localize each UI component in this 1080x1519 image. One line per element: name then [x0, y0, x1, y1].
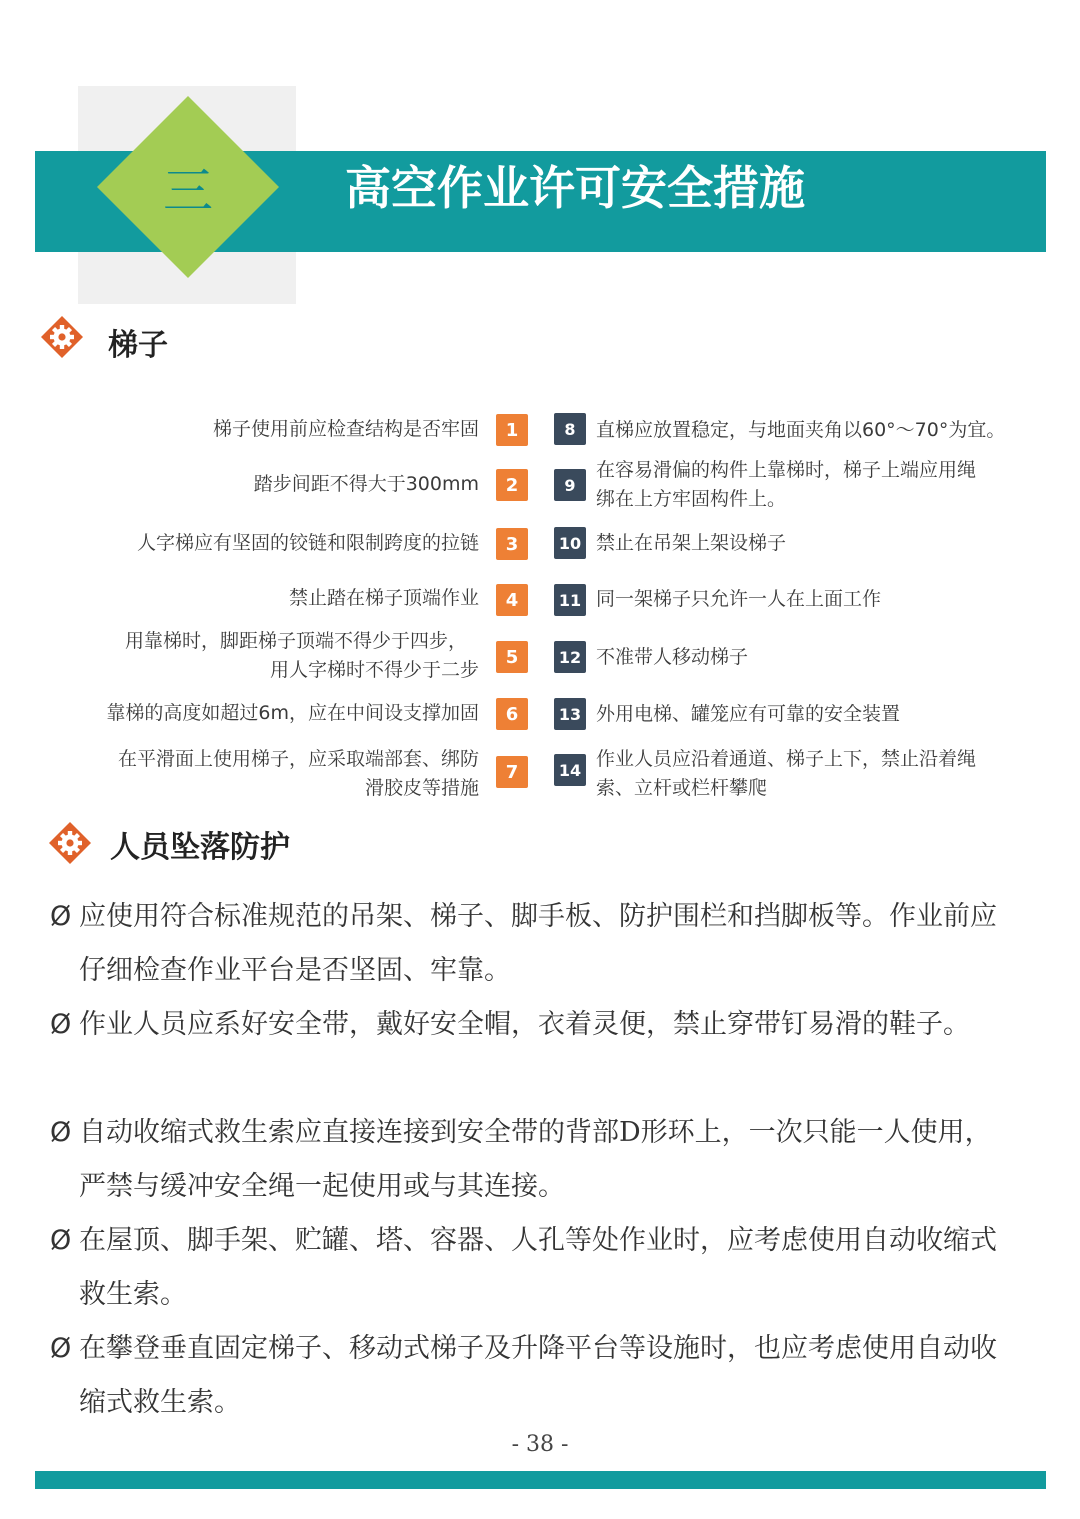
- ladder-item-11-text: 同一架梯子只允许一人在上面工作: [596, 588, 882, 610]
- ladder-item-11-badge: 11: [554, 584, 586, 616]
- footer-bar: [35, 1471, 1046, 1489]
- section-title-fall-protection: 人员坠落防护: [110, 830, 290, 865]
- ladder-item-2-text: 踏步间距不得大于300mm: [253, 473, 479, 495]
- ladder-item-10-badge: 10: [554, 527, 586, 559]
- chapter-number: 三: [163, 162, 213, 220]
- fall-paragraph-2: Ø 作业人员应系好安全带，戴好安全帽，衣着灵便，禁止穿带钉易滑的鞋子。: [50, 998, 1015, 1052]
- fall-paragraph-3: Ø 自动收缩式救生索应直接连接到安全带的背部D形环上，一次只能一人使用，严禁与缓冲安全绳一起使用或与其连接。: [50, 1106, 1015, 1214]
- ladder-item-2-badge: 2: [496, 469, 528, 501]
- ladder-item-14-badge: 14: [554, 754, 586, 786]
- ladder-item-13-badge: 13: [554, 698, 586, 730]
- ladder-item-8-badge: 8: [554, 413, 586, 445]
- ladder-item-6-badge: 6: [496, 698, 528, 730]
- ladder-item-4-text: 禁止踏在梯子顶端作业: [288, 587, 479, 609]
- ladder-item-8-text: 直梯应放置稳定，与地面夹角以60°～70°为宜。: [596, 419, 1006, 441]
- ladder-item-7-text: 在平滑面上使用梯子，应采取端部套、绑防 滑胶皮等措施: [117, 748, 479, 799]
- bullet-icon: Ø: [50, 1117, 72, 1148]
- bullet-icon: Ø: [50, 1009, 72, 1040]
- ladder-item-3-text: 人字梯应有坚固的铰链和限制跨度的拉链: [136, 532, 479, 554]
- fall-paragraph-5: Ø 在攀登垂直固定梯子、移动式梯子及升降平台等设施时，也应考虑使用自动收缩式救生索。: [50, 1322, 1015, 1430]
- ladder-item-1-text: 梯子使用前应检查结构是否牢固: [212, 418, 479, 440]
- bullet-icon: Ø: [50, 901, 72, 932]
- gear-diamond-icon: [40, 315, 84, 359]
- ladder-item-9-text: 在容易滑偏的构件上靠梯时，梯子上端应用绳 绑在上方牢固构件上。: [596, 459, 977, 510]
- ladder-item-3-badge: 3: [496, 528, 528, 560]
- fall-paragraph-1: Ø 应使用符合标准规范的吊架、梯子、脚手板、防护围栏和挡脚板等。作业前应仔细检查作业平台是否坚固、牢靠。: [50, 890, 1015, 998]
- ladder-item-12-badge: 12: [554, 641, 586, 673]
- fall-paragraph-4: Ø 在屋顶、脚手架、贮罐、塔、容器、人孔等处作业时，应考虑使用自动收缩式救生索。: [50, 1214, 1015, 1322]
- bullet-icon: Ø: [50, 1225, 72, 1256]
- ladder-item-13-text: 外用电梯、罐笼应有可靠的安全装置: [596, 703, 901, 725]
- ladder-item-9-badge: 9: [554, 469, 586, 501]
- ladder-item-14-text: 作业人员应沿着通道、梯子上下，禁止沿着绳 索、立杆或栏杆攀爬: [596, 748, 977, 799]
- ladder-item-4-badge: 4: [496, 584, 528, 616]
- ladder-item-12-text: 不准带人移动梯子: [596, 646, 749, 668]
- page-title: 高空作业许可安全措施: [345, 161, 805, 215]
- bullet-icon: Ø: [50, 1333, 72, 1364]
- ladder-item-1-badge: 1: [496, 414, 528, 446]
- page-number: - 38 -: [511, 1432, 569, 1457]
- ladder-item-7-badge: 7: [496, 756, 528, 788]
- ladder-item-5-badge: 5: [496, 641, 528, 673]
- ladder-item-5-text: 用靠梯时，脚距梯子顶端不得少于四步， 用人字梯时不得少于二步: [124, 630, 479, 681]
- gear-diamond-icon: [48, 821, 92, 865]
- ladder-item-10-text: 禁止在吊架上架设梯子: [596, 532, 787, 554]
- ladder-item-6-text: 靠梯的高度如超过6m，应在中间设支撑加固: [106, 702, 479, 724]
- section-title-ladder: 梯子: [108, 328, 168, 363]
